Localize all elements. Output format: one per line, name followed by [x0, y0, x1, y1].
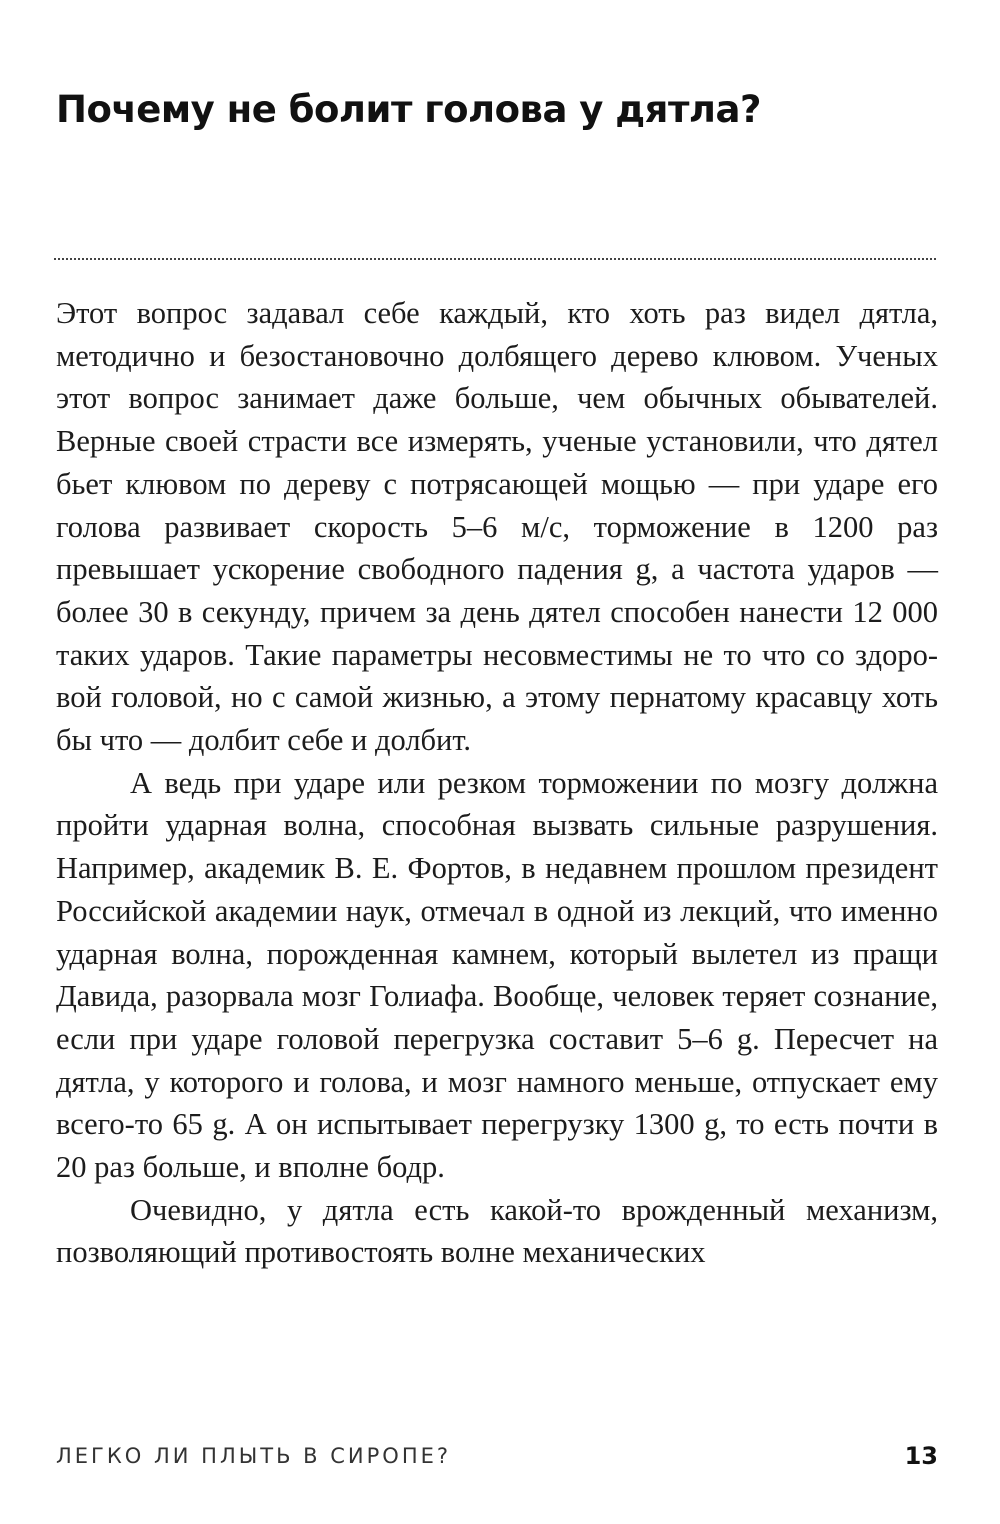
paragraph-1: Этот вопрос задавал себе каждый, кто хоть раз видел дятла, методично и безостановочно долбящего дерево клювом. Ученых этот вопрос занимает даже больше, чем обычных обывателей. Верные своей страсти все измерять, ученые установили, что дятел бьет клювом по дереву с потрясающей мощью — при ударе его голова развивает скорость 5–6 м/с, торможение в 1200 раз превышает ускорение свободного падения g, а частота ударов — более 30 в секунду, причем за день дятел способен нанести 12 000 таких ударов. Такие параметры несовместимы не то что со здоровой головой, но с самой жизнью, а этому пернатому красавцу хоть бы что — долбит себе и долбит. [56, 296, 938, 758]
paragraph-3: Очевидно, у дятла есть какой-то врожденный механизм, позволяющий противостоять волне механических [56, 1192, 938, 1270]
page-footer [56, 1440, 938, 1472]
page-number: 13 [904, 1442, 938, 1470]
chapter-title: Почему не болит голова у дятла? [56, 88, 761, 131]
paragraph-2: А ведь при ударе или резком торможении по мозгу должна пройти ударная волна, способная вызвать сильные разрушения. Например, академик В. Е. Фортов, в недавнем прошлом президент Российской академии наук, отмечал в одной из лекций, что именно ударная волна, порожденная камнем, который вылетел из пращи Давида, разорвала мозг Голиафа. Вообще, человек теряет сознание, если при ударе головой перегрузка составит 5–6 g. Пересчет на дятла, у которого и голова, и мозг намного меньше, отпускает ему всего-то 65 g. А он испытывает перегрузку 1300 g, то есть почти в 20 раз больше, и вполне бодр. [56, 765, 938, 1185]
article-body [56, 292, 938, 1274]
running-head: ЛЕГКО ЛИ ПЛЫТЬ В СИРОПЕ? [56, 1444, 452, 1468]
dotted-divider [54, 258, 936, 260]
